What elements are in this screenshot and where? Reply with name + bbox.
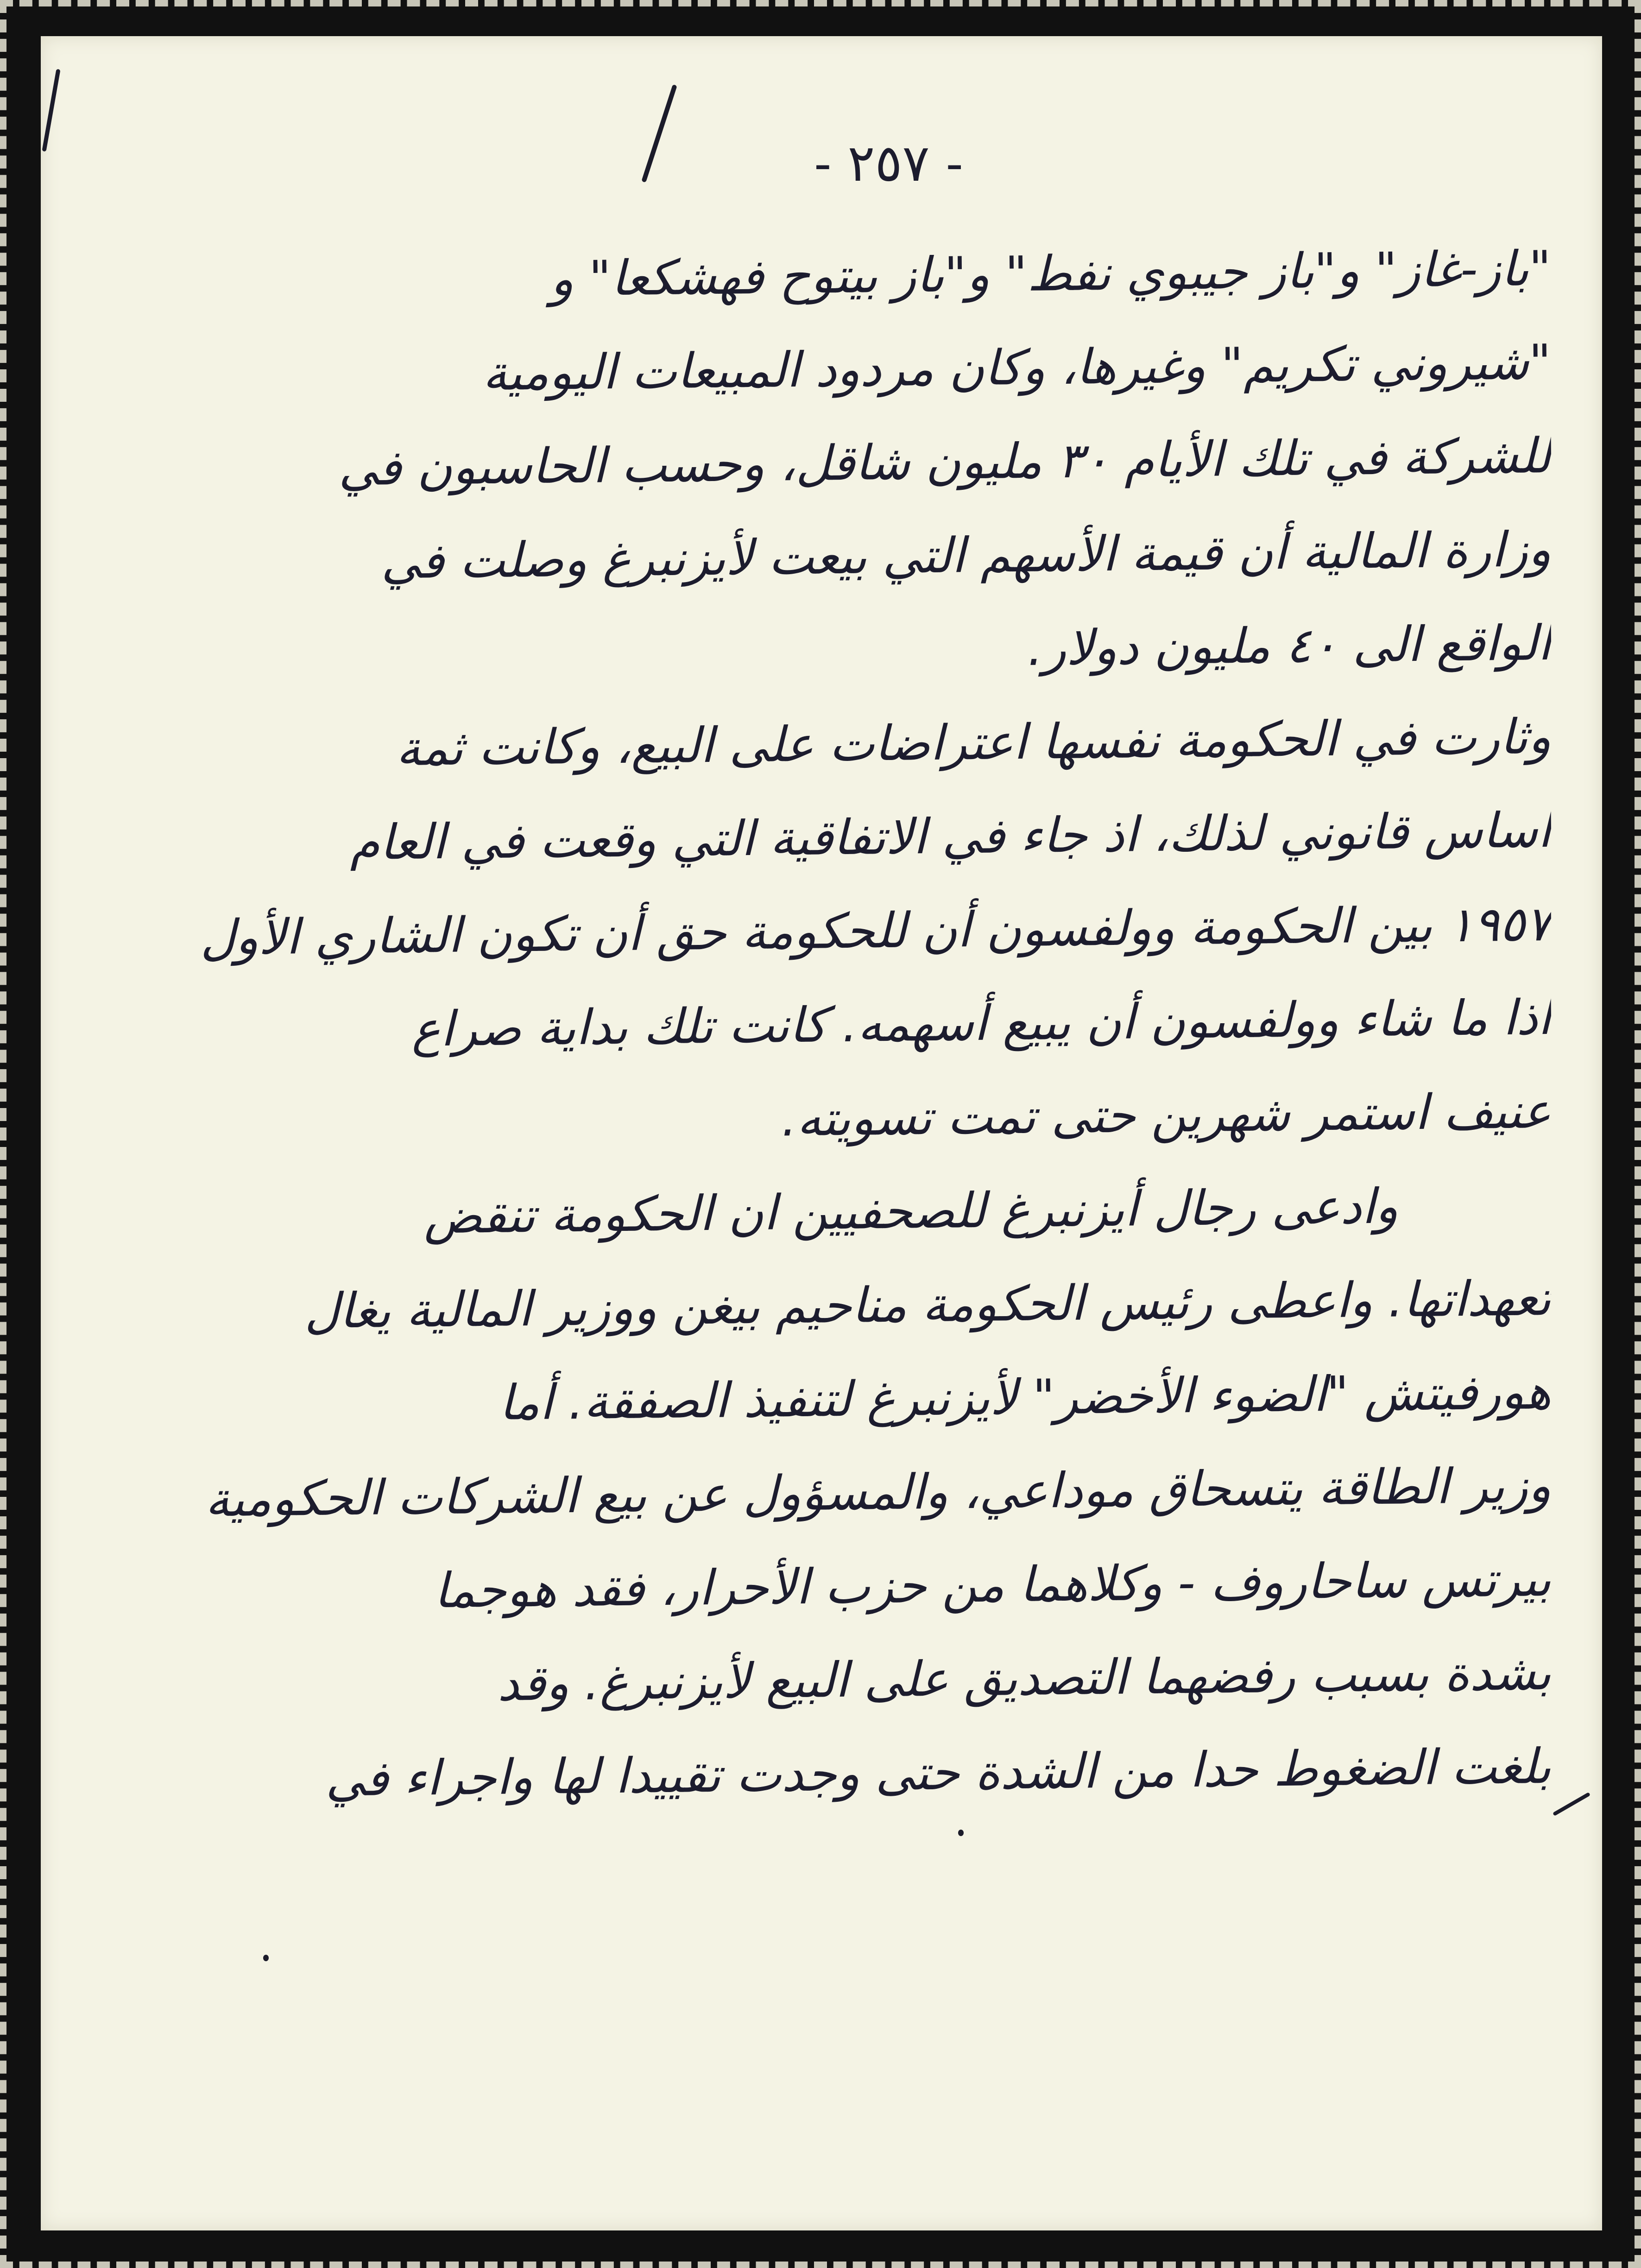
text-line-14: وزير الطاقة يتسحاق موداعي، والمسؤول عن بيع الشركات الحكومية [204, 1457, 1552, 1528]
text-line-8: ١٩٥٧ بين الحكومة وولفسون أن للحكومة حق أن تكون الشاري الأول [200, 895, 1552, 966]
text-line-10: عنيف استمر شهرين حتى تمت تسويته. [781, 1083, 1552, 1147]
ink-dot [958, 1830, 964, 1836]
text-line-2: "شيروني تكريم" وغيرها، وكان مردود المبيعات اليومية [482, 334, 1552, 402]
margin-pen-mark-right [1553, 1792, 1591, 1816]
handwritten-body-text [124, 222, 1551, 1813]
text-line-1: "باز-غاز" و"باز جيبوي نفط" و"باز بيتوح فهشكعا" و [550, 240, 1552, 307]
text-line-11: وادعى رجال أيزنبرغ للصحفيين ان الحكومة تنقض [423, 1178, 1399, 1245]
text-line-3: للشركة في تلك الأيام ٣٠ مليون شاقل، وحسب الحاسبون في [338, 427, 1552, 497]
margin-pen-mark-top [641, 84, 677, 183]
ink-dot [263, 1955, 269, 1961]
paper-sheet [41, 36, 1602, 2230]
page-number: - ٢٥٧ - [814, 133, 963, 193]
margin-pen-mark-left [42, 69, 60, 152]
text-line-7: اساس قانوني لذلك، اذ جاء في الاتفاقية التي وقعت في العام [349, 802, 1552, 871]
text-line-16: بشدة بسبب رفضهما التصديق على البيع لأيزنبرغ. وقد [497, 1644, 1552, 1712]
text-line-12: تعهداتها. واعطى رئيس الحكومة مناحيم بيغن ووزير المالية يغال [304, 1270, 1552, 1340]
text-line-9: اذا ما شاء وولفسون أن يبيع أسهمه. كانت تلك بداية صراع [411, 989, 1552, 1058]
text-line-15: بيرتس ساحاروف - وكلاهما من حزب الأحرار، فقد هوجما [434, 1551, 1552, 1619]
text-line-4: وزارة المالية أن قيمة الأسهم التي بيعت لأيزنبرغ وصلت في [380, 521, 1552, 590]
text-line-13: هورفيتش "الضوء الأخضر" لأيزنبرغ لتنفيذ الصفقة. أما [499, 1363, 1552, 1431]
text-line-5: الواقع الى ٤٠ مليون دولار. [1027, 615, 1552, 677]
text-line-6: وثارت في الحكومة نفسها اعتراضات على البيع، وكانت ثمة [396, 708, 1552, 777]
text-line-17: بلغت الضغوط حدا من الشدة حتى وجدت تقييدا لها واجراء في [325, 1738, 1552, 1807]
